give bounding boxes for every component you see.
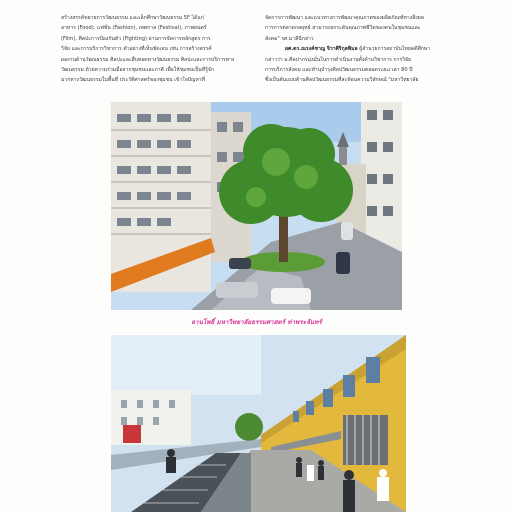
text-line: วัฒนธรรม ด้วยความร่วมมือจากชุมชนและภาคี เพื่อให้ชุมชนเป็นที่รู้จัก [61,67,214,74]
text-line: การบริการสังคม และทำนุบำรุงศิลปวัฒนธรรมตลอดระยะเวลา 80 ปี [265,67,413,74]
text-line: (Film), ศิลปะการป้องกันตัว (Fighting) ผ่านการจัดการหลักสูตร การ [61,35,211,42]
text-line: จัดการการพัฒนา และแนวทางการพัฒนาคุณภาพของผลิตภัณฑ์ทางสิ่งผล [265,15,424,21]
text-line: กล่าวว่า ม.ศิลปากรมุ่งมั่นในการดำเนินงานทั้งด้านวิชาการ การวิจัย [265,56,412,63]
walkway-photo [111,335,406,512]
text-line: วิจัย และการบริการวิชาการ ตัวอย่างที่เห็นชัดเจน เช่น การสร้างสรรค์ [61,46,212,53]
photo-caption: ลานโพธิ์ มหาวิทยาลัยธรรมศาสตร์ ท่าพระจันทร์ [191,319,322,326]
text-line: ซึ่งเป็นต้นแบบด้านศิลปวัฒนธรรมที่สะท้อนความวิลักษณ์ "มหาวิทยาลัย [265,77,419,84]
text-line: มากทางวัฒนธรรมในพื้นที่ ประวัติศาสตร์ของชุมชน เข้าใจปัญหาที่ [61,77,205,84]
text-line: ผลงานด้านวัฒนธรรม ศิลปะและสืบทอดทางวัฒนธรรม ศิลปะและการบริการทาง [61,56,235,63]
text-line: การการตลาดกลยุทธ์ สามารถยกระดับคุณภาพชีวิตของคนในชุมชนและ [265,25,421,32]
body-text-left-column [61,13,259,86]
text-line: อาหาร (Food), แฟชั่น (Fashion), เทศกาล (Festival), ภาพยนตร์ [61,25,207,32]
person-name: ผศ.ดร.ณรงค์ชาญ จิวาศิริกุลพิมล [285,46,358,53]
person-title: ผู้อำนวยการสถาบันไทยคดีศึกษา [359,46,431,53]
courtyard-photo [111,102,402,310]
text-line [265,44,461,54]
text-line: สังคม" รศ.มาลีนีกล่าว [265,35,314,42]
body-text-right-column [265,13,461,86]
text-line: สร้างสรรค์ขยายการวัฒนธรรม และเล็กศึกษาวัฒนธรรม 5F ได้แก่ [61,15,204,21]
